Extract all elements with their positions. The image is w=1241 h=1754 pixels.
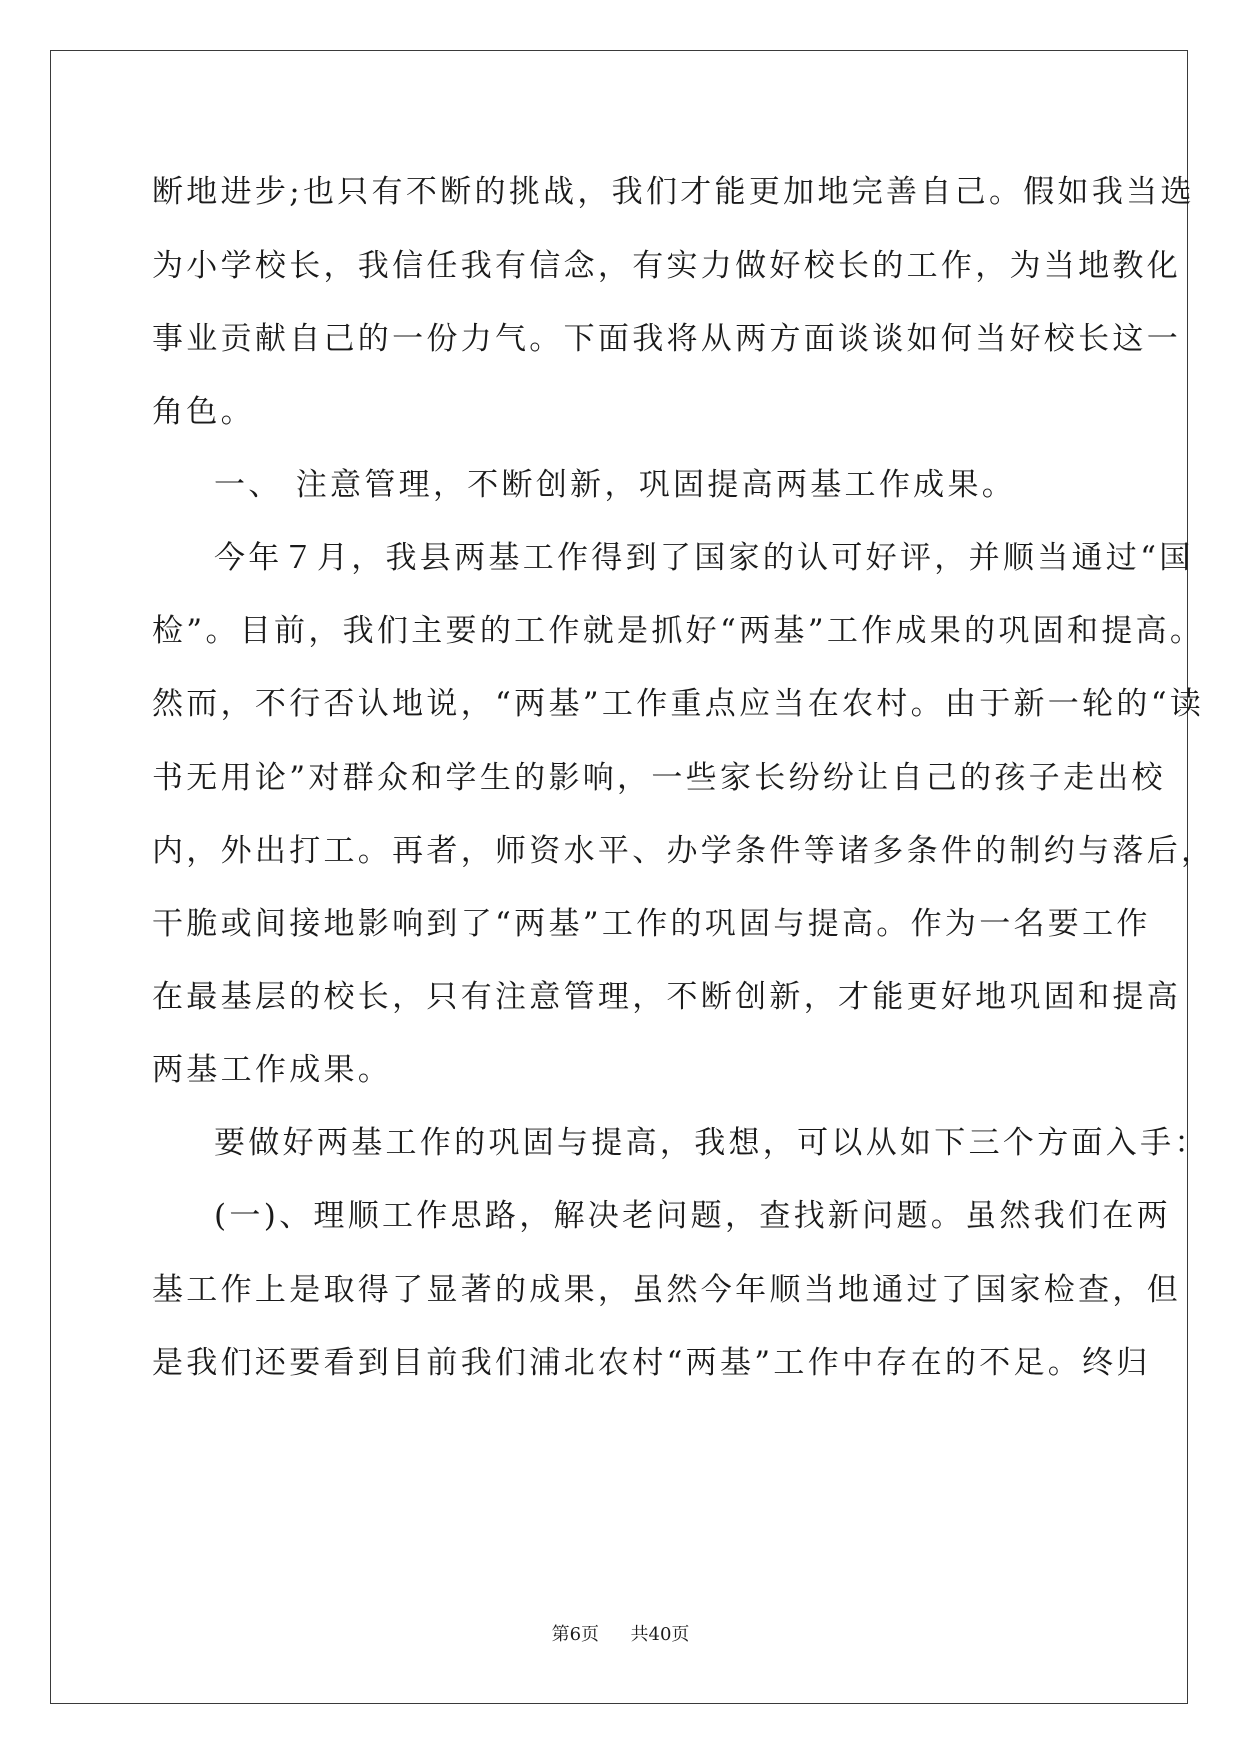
- body-line: 书无用论”对群众和学生的影响，一些家长纷纷让自己的孩子走出校: [152, 760, 1166, 796]
- page-total: 共40页: [630, 1624, 690, 1645]
- body-line: 基工作上是取得了显著的成果，虽然今年顺当地通过了国家检查，但: [152, 1272, 1181, 1308]
- body-line: 是我们还要看到目前我们浦北农村“两基”工作中存在的不足。终归: [152, 1345, 1151, 1381]
- page-border: [50, 50, 1216, 1704]
- page-footer: [0, 1620, 1241, 1646]
- body-line: 角色。: [152, 394, 255, 430]
- body-line: 在最基层的校长，只有注意管理，不断创新，才能更好地巩固和提高: [152, 979, 1181, 1015]
- body-line: 要做好两基工作的巩固与提高，我想，可以从如下三个方面入手：: [214, 1125, 1209, 1161]
- body-line: 然而，不行否认地说，“两基”工作重点应当在农村。由于新一轮的“读: [152, 686, 1205, 722]
- body-line: 断地进步;也只有不断的挑战，我们才能更加地完善自己。假如我当选: [152, 174, 1195, 210]
- body-line: 事业贡献自己的一份力气。下面我将从两方面谈谈如何当好校长这一: [152, 321, 1181, 357]
- page-number: 第6页: [551, 1624, 600, 1645]
- section-heading: 一、 注意管理，不断创新，巩固提高两基工作成果。: [214, 467, 1017, 503]
- body-line: 为小学校长，我信任我有信念，有实力做好校长的工作，为当地教化: [152, 248, 1181, 284]
- body-line: 干脆或间接地影响到了“两基”工作的巩固与提高。作为一名要工作: [152, 906, 1151, 942]
- body-line: 两基工作成果。: [152, 1052, 393, 1088]
- body-line: 内，外出打工。再者，师资水平、办学条件等诸多条件的制约与落后，: [152, 833, 1216, 869]
- body-line: 检”。目前，我们主要的工作就是抓好“两基”工作成果的巩固和提高。: [152, 613, 1205, 649]
- subsection-line: (一)、理顺工作思路，解决老问题，查找新问题。虽然我们在两: [214, 1198, 1171, 1234]
- body-line: 今年７月，我县两基工作得到了国家的认可好评，并顺当通过“国: [214, 540, 1194, 576]
